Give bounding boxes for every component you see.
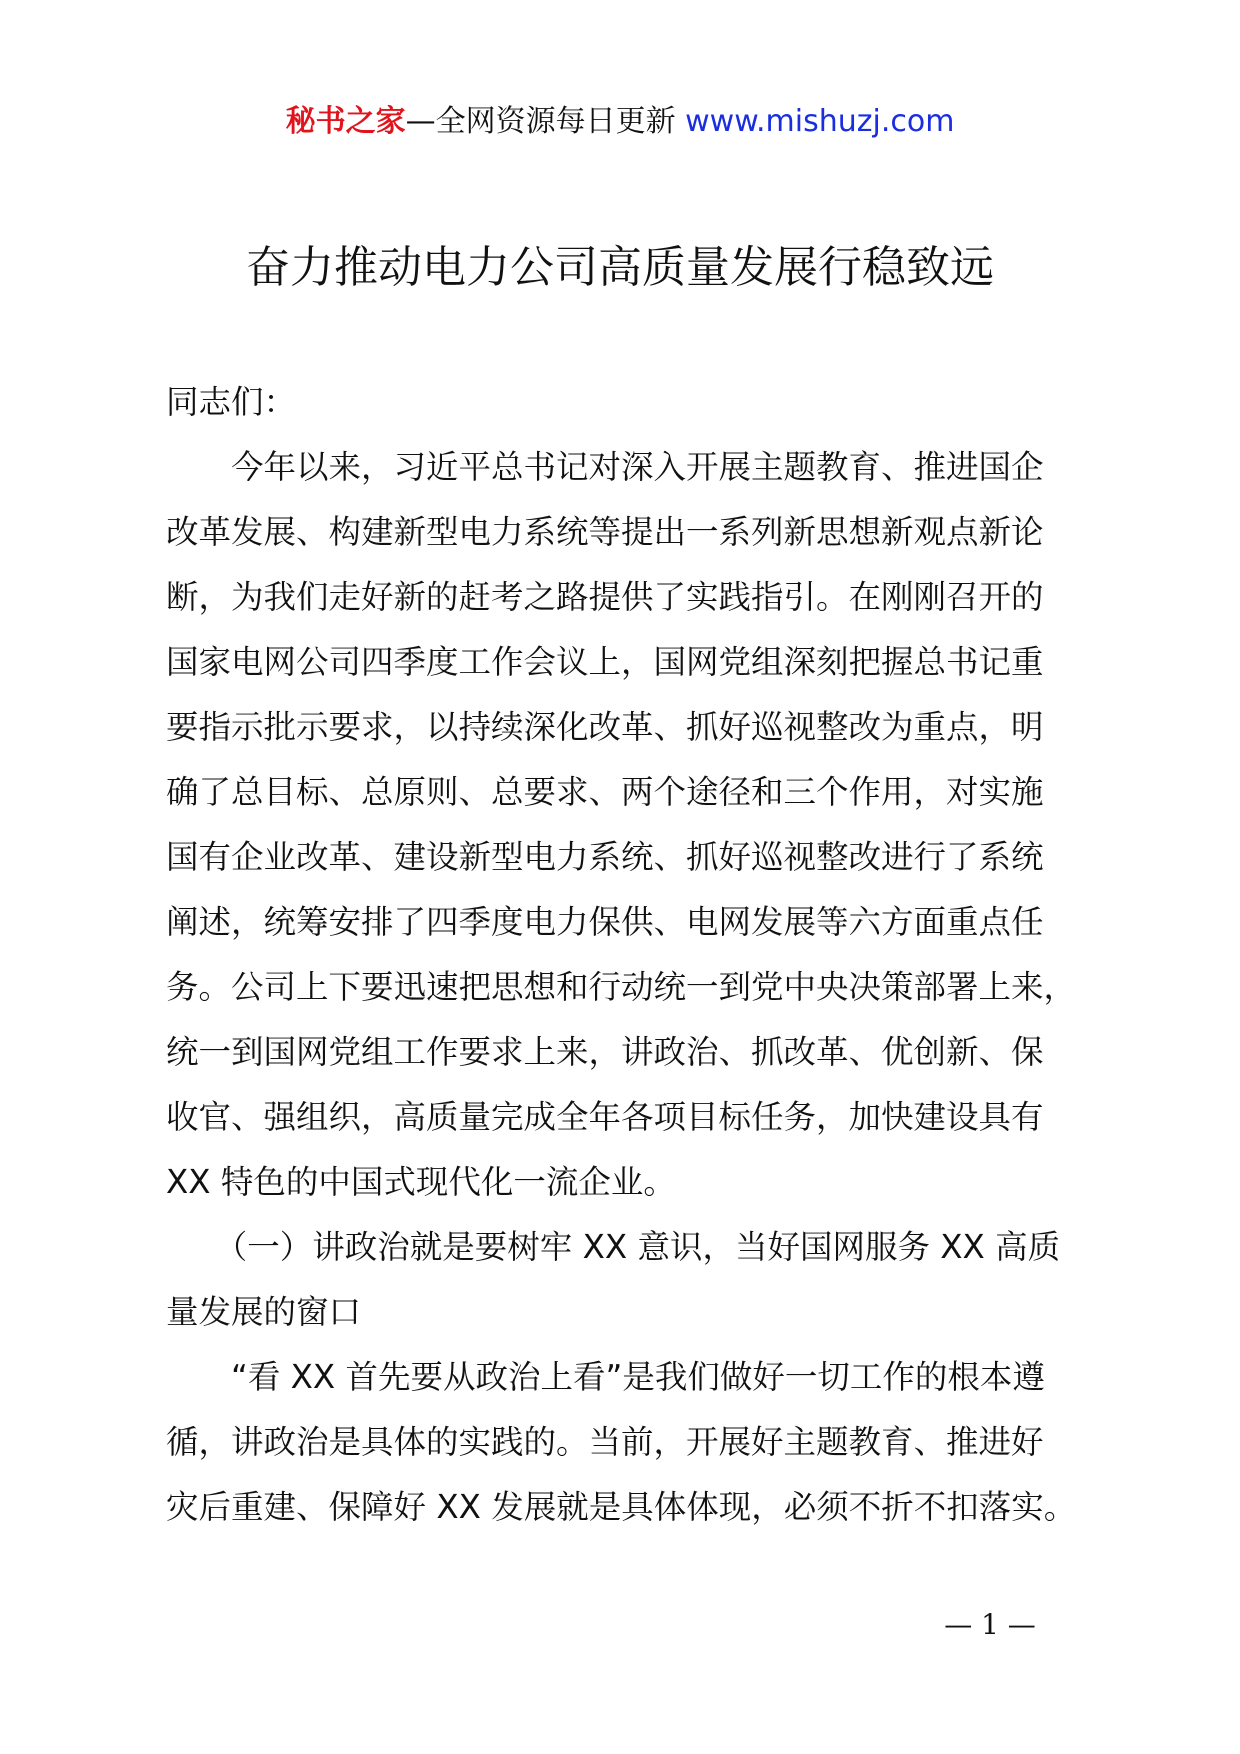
section-heading-line: 量发展的窗口	[166, 1293, 362, 1331]
body-line: XX 特色的中国式现代化一流企业。	[166, 1163, 676, 1201]
body-line: 要指示批示要求，以持续深化改革、抓好巡视整改为重点，明	[166, 708, 1044, 746]
brand-name: 秘书之家	[285, 104, 406, 139]
body-line: 收官、强组织，高质量完成全年各项目标任务，加快建设具有	[166, 1098, 1044, 1136]
site-header	[0, 100, 1240, 144]
body-line: 统一到国网党组工作要求上来，讲政治、抓改革、优创新、保	[166, 1033, 1044, 1071]
header-slogan: —全网资源每日更新	[405, 104, 686, 139]
page-number: — 1 —	[944, 1608, 1036, 1641]
body-line: 国家电网公司四季度工作会议上，国网党组深刻把握总书记重	[166, 643, 1044, 681]
body-line: 确了总目标、总原则、总要求、两个途径和三个作用，对实施	[166, 773, 1044, 811]
body-line: 改革发展、构建新型电力系统等提出一系列新思想新观点新论	[166, 513, 1044, 551]
body-line: 今年以来，习近平总书记对深入开展主题教育、推进国企	[166, 448, 1044, 486]
body-line: 循，讲政治是具体的实践的。当前，开展好主题教育、推进好	[166, 1423, 1044, 1461]
section-heading-line: （一）讲政治就是要树牢 XX 意识，当好国网服务 XX 高质	[166, 1228, 1061, 1266]
body-line: 同志们：	[166, 383, 297, 421]
site-url[interactable]: www.mishuzj.com	[685, 104, 955, 139]
body-line: 务。公司上下要迅速把思想和行动统一到党中央决策部署上来，	[166, 968, 1077, 1006]
body-line: 断，为我们走好新的赶考之路提供了实践指引。在刚刚召开的	[166, 578, 1044, 616]
body-line: “看 XX 首先要从政治上看”是我们做好一切工作的根本遵	[166, 1358, 1045, 1396]
document-title: 奋力推动电力公司高质量发展行稳致远	[246, 242, 994, 293]
body-line: 灾后重建、保障好 XX 发展就是具体体现，必须不折不扣落实。	[166, 1488, 1077, 1526]
body-line: 国有企业改革、建设新型电力系统、抓好巡视整改进行了系统	[166, 838, 1044, 876]
body-line: 阐述，统筹安排了四季度电力保供、电网发展等六方面重点任	[166, 903, 1044, 941]
document-body	[166, 370, 1092, 1540]
